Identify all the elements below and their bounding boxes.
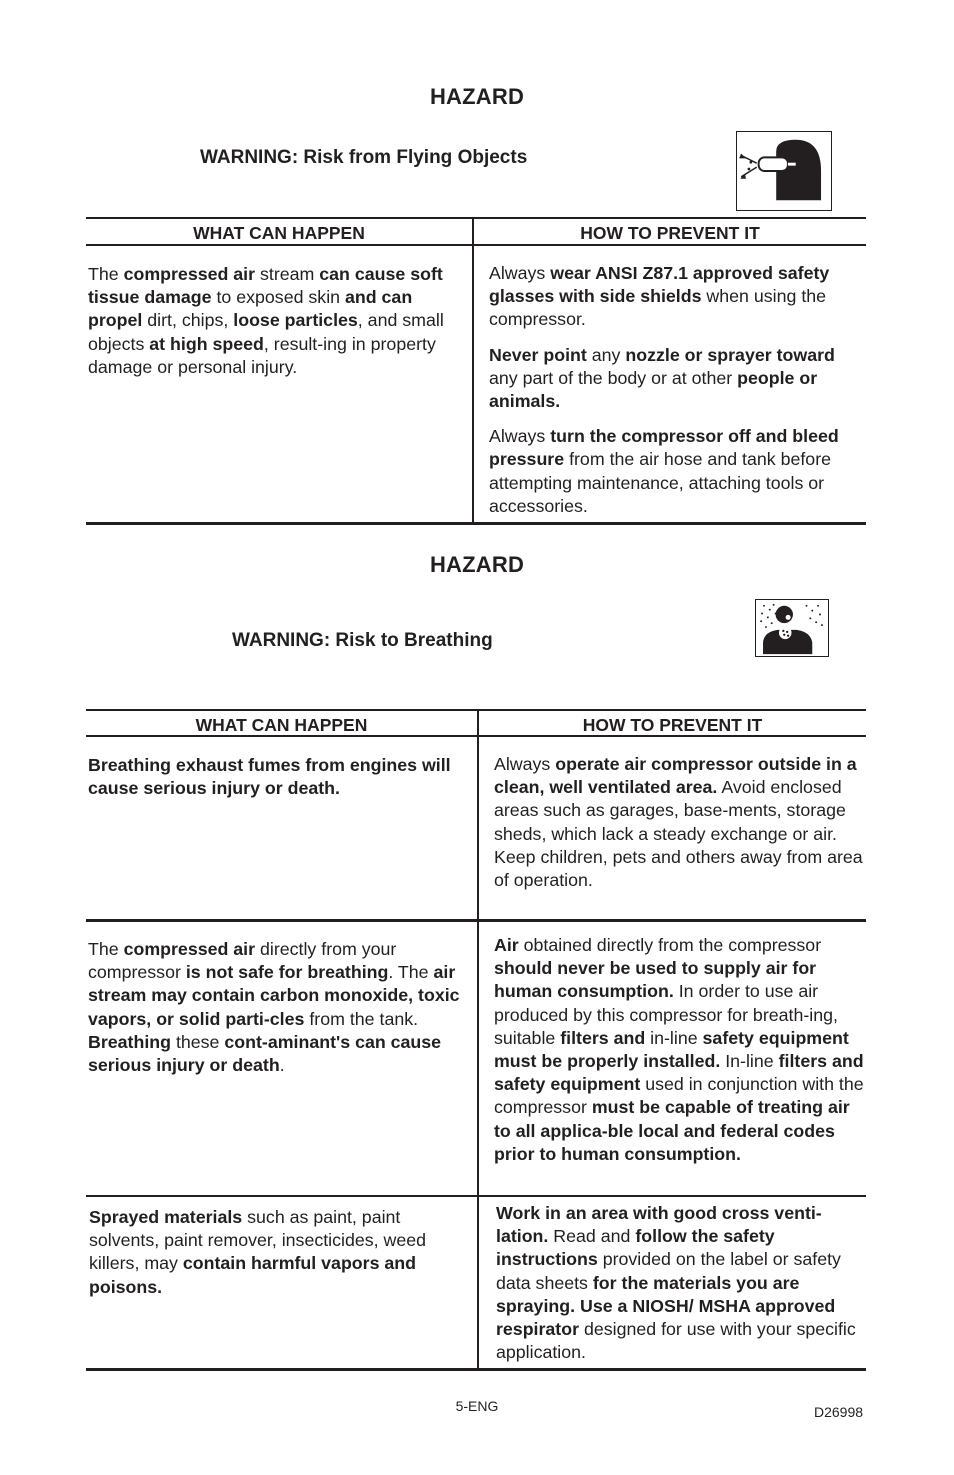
warning-risk-to-breathing: WARNING: Risk to Breathing	[232, 630, 493, 651]
hazard-title-1: HAZARD	[429, 84, 525, 109]
table1-column-divider	[472, 217, 474, 524]
table2-row2-left: The compressed air directly from your compressor is not safe for breathing. The air stream may contain carbon monoxide, toxic vapors, or solid parti-cles from the tank. Breathing these cont-aminant's can cause serious injury or death.	[88, 939, 460, 1076]
table1-row1-right: Always wear ANSI Z87.1 approved safety glasses with side shields when using the compressor. Never point any nozzle or sprayer toward any part of the body or at other people or animals. Always turn the compressor off and bleed pressure from the air hose and tank before attempting maintenance, attaching tools or accessories.	[489, 263, 839, 516]
table2-header-how-to-prevent: HOW TO PREVENT IT	[582, 715, 763, 735]
table2-column-divider	[477, 709, 479, 1370]
table1-row1-left: The compressed air stream can cause soft tissue damage to exposed skin and can propel dirt, chips, loose particles, and small objects at high speed, result-ing in property damage or personal injury.	[88, 264, 444, 377]
safety-goggles-icon	[736, 131, 832, 211]
table2-header-what-can-happen: WHAT CAN HAPPEN	[195, 715, 368, 735]
table2-row2-rule	[86, 1195, 866, 1197]
table2-row1-right: Always operate air compressor outside in a clean, well ventilated area. Avoid enclosed areas such as garages, base-ments, storage sheds, which lack a steady exchange or air. Keep children, pets and others away from area of operation.	[494, 754, 863, 891]
page-number: 5-ENG	[455, 1398, 499, 1414]
hazard-title-2: HAZARD	[429, 552, 525, 577]
table2-row2-right: Air obtained directly from the compressor should never be used to supply air for human consumption. In order to use air produced by this compressor for breath-ing, suitable filters and in-line safety equipment must be properly installed. In-line filters and safety equipment used in conjunction with the compressor must be capable of treating air to all applica-ble local and federal codes prior to human consumption.	[494, 935, 864, 1164]
table1-header-what-can-happen: WHAT CAN HAPPEN	[193, 223, 365, 243]
table2-row1-left: Breathing exhaust fumes from engines will cause serious injury or death.	[88, 755, 451, 799]
table2-row3-right: Work in an area with good cross venti-lation. Read and follow the safety instructions provided on the label or safety data sheets for the materials you are spraying. Use a NIOSH/ MSHA approved respirator designed for use with your specific application.	[496, 1203, 856, 1363]
table1-header-rule	[86, 244, 866, 246]
table2-row3-left: Sprayed materials such as paint, paint solvents, paint remover, insecticides, weed killers, may contain harmful vapors and poisons.	[89, 1207, 427, 1297]
table2-row1-rule	[86, 919, 866, 922]
warning-flying-objects: WARNING: Risk from Flying Objects	[200, 147, 528, 168]
table2-top-rule	[86, 709, 866, 711]
document-code: D26998	[814, 1404, 864, 1420]
table1-header-how-to-prevent: HOW TO PREVENT IT	[580, 223, 760, 243]
table1-top-rule	[86, 217, 866, 219]
breathing-hazard-icon	[755, 599, 829, 657]
